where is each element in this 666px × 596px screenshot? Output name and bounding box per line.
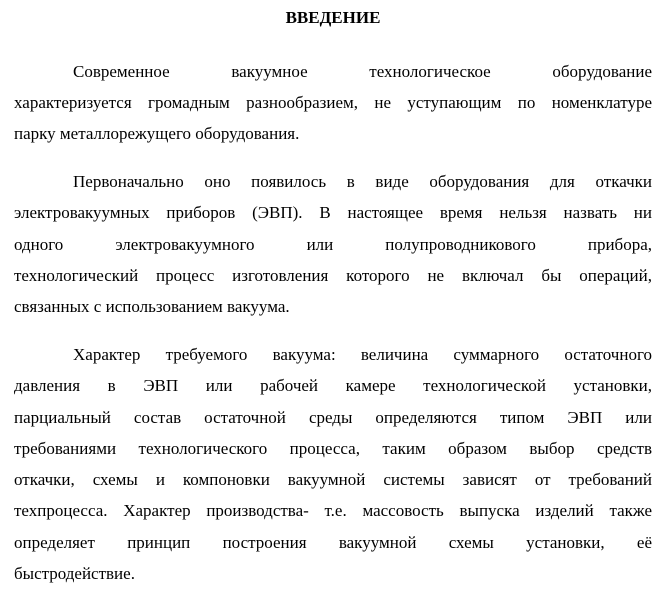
paragraph-line: Современное вакуумное технологическое оборудование <box>73 62 652 81</box>
paragraph-line: техпроцесса. Характер производства- т.е. массовость выпуска изделий также <box>14 501 652 520</box>
paragraph-line: технологический процесс изготовления которого не включал бы операций, <box>14 266 652 285</box>
paragraph-line: электровакуумных приборов (ЭВП). В настоящее время нельзя назвать ни <box>14 203 652 222</box>
paragraph-line: парку металлорежущего оборудования. <box>14 124 300 143</box>
paragraph-line: одного электровакуумного или полупроводникового прибора, <box>14 235 652 254</box>
paragraph-line: парциальный состав остаточной среды определяются типом ЭВП или <box>14 408 652 427</box>
paragraph-line: требованиями технологического процесса, таким образом выбор средств <box>14 439 652 458</box>
paragraph-line: характеризуется громадным разнообразием, не уступающим по номенклатуре <box>14 93 652 112</box>
paragraph-line: давления в ЭВП или рабочей камере технологической установки, <box>14 376 652 395</box>
paragraph-line: связанных с использованием вакуума. <box>14 297 290 316</box>
paragraph-line: откачки, схемы и компоновки вакуумной системы зависят от требований <box>14 470 652 489</box>
paragraph-line: быстродействие. <box>14 564 135 583</box>
paragraph-line: Первоначально оно появилось в виде оборудования для откачки <box>73 172 652 191</box>
page-title: ВВЕДЕНИЕ <box>285 8 381 27</box>
paragraph-line: определяет принцип построения вакуумной схемы установки, её <box>14 533 652 552</box>
paragraph-line: Характер требуемого вакуума: величина суммарного остаточного <box>73 345 652 364</box>
